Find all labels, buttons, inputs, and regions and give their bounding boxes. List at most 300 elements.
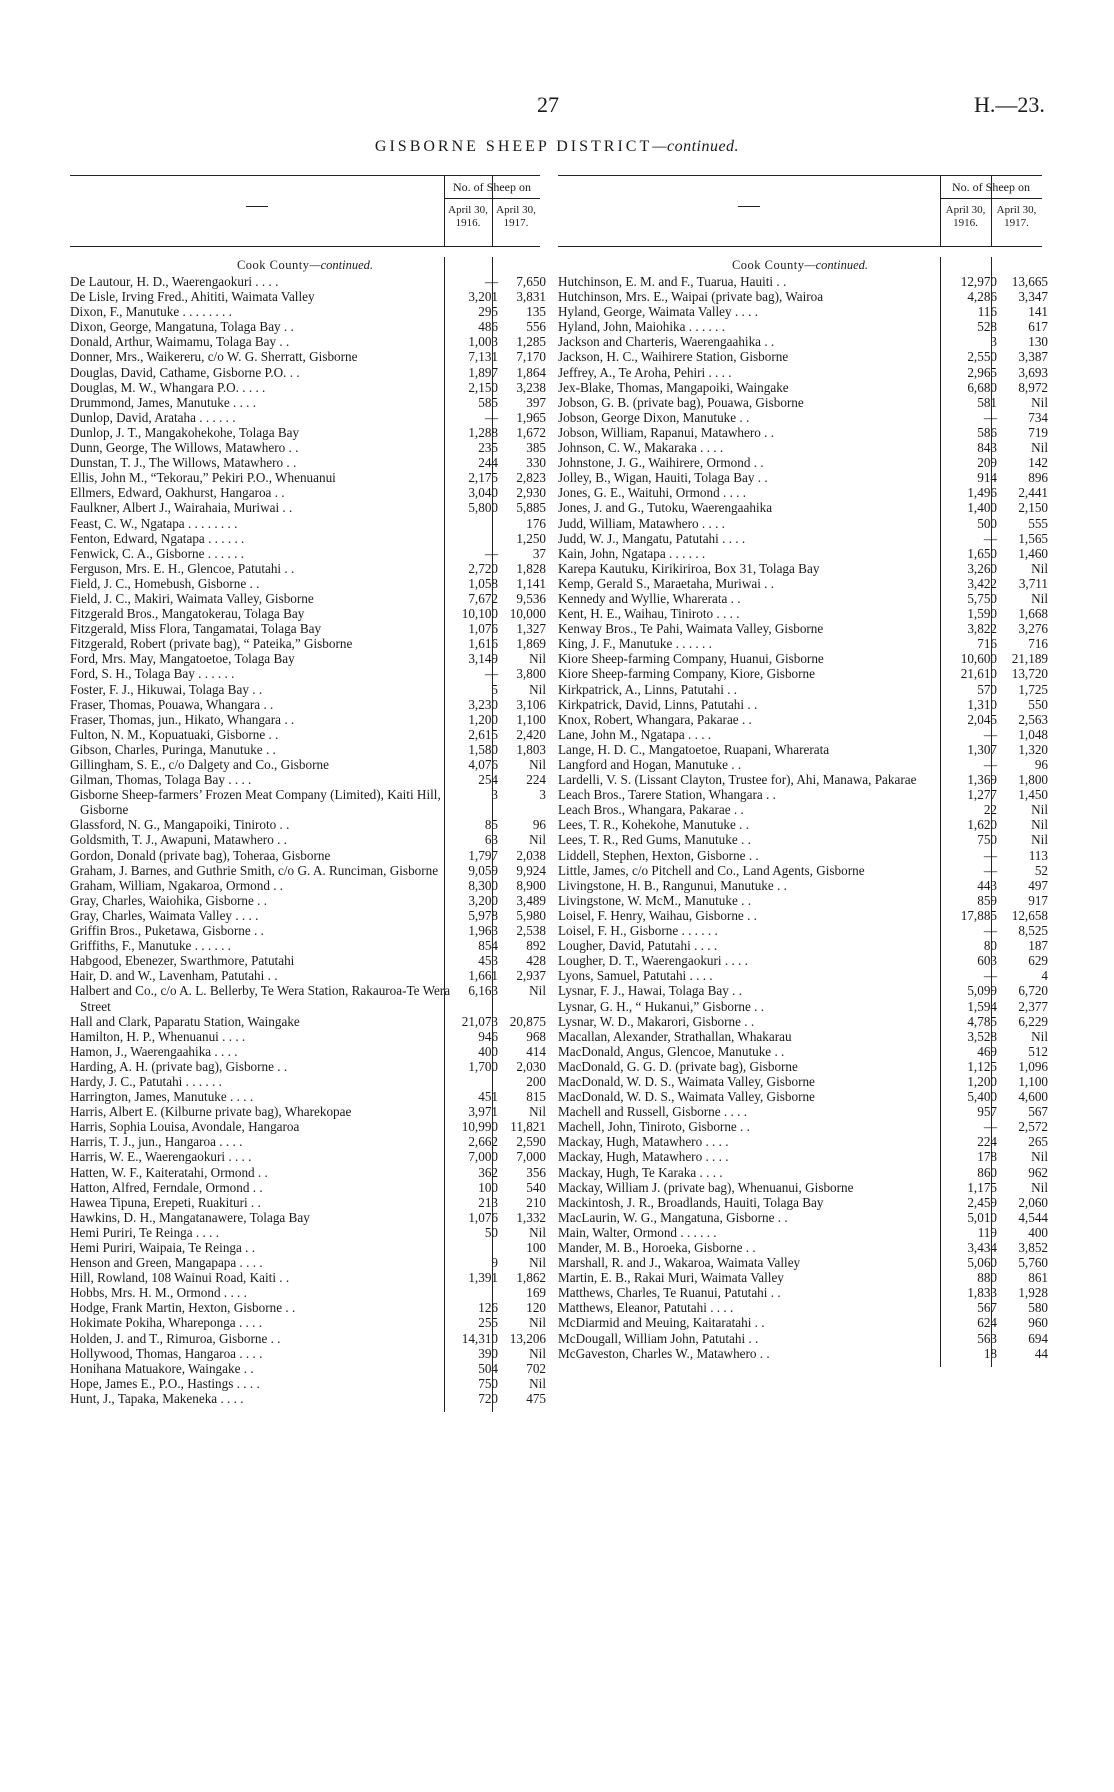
owner-name: Douglas, David, Cathame, Gisborne P.O. . . (70, 364, 300, 380)
sheep-1916-value: — (983, 726, 997, 742)
table-row (558, 983, 1048, 999)
sheep-1917-value: 3 (539, 787, 546, 803)
sheep-1917-value: 7,650 (516, 274, 546, 289)
sheep-1917-value: 716 (1028, 636, 1048, 652)
sheep-1917-value: 210 (526, 1194, 546, 1210)
table-row (70, 817, 546, 833)
sheep-1916-value: 1,400 (967, 500, 997, 516)
sheep-1916-value: 3,260 (967, 560, 997, 576)
sheep-1916-value: 3,822 (967, 621, 997, 637)
sheep-1916-value: 603 (977, 953, 997, 969)
sheep-1916-value: 1,076 (468, 1209, 498, 1225)
owner-name: Machell, John, Tiniroto, Gisborne . . (558, 1119, 750, 1135)
table-row (558, 1164, 1048, 1180)
sheep-1916-value: 12,970 (960, 274, 997, 289)
sheep-1917-value: 1,460 (1018, 545, 1048, 561)
table-row (558, 470, 1048, 486)
sheep-1917-value: 7,170 (516, 349, 546, 365)
sheep-1917-value: 11,821 (510, 1119, 546, 1135)
owner-name: Henson and Green, Mangapapa . . . . (70, 1255, 263, 1271)
owner-name: Kenway Bros., Te Pahi, Waimata Valley, Gisborne (558, 621, 824, 637)
owner-name: Jex-Blake, Thomas, Mangapoiki, Waingake (558, 379, 789, 395)
sheep-1916-value: 362 (478, 1164, 498, 1180)
owner-name: Mackintosh, J. R., Broadlands, Hauiti, Tolaga Bay (558, 1194, 824, 1210)
table-row (558, 772, 1048, 788)
table-row (70, 1330, 546, 1346)
table-row (70, 440, 546, 456)
sheep-1917-value: 1,668 (1018, 606, 1048, 622)
table-row (70, 1240, 546, 1255)
table-row (70, 1119, 546, 1135)
county-heading: Cook County—continued. (236, 258, 374, 272)
owner-name: Gray, Charles, Waimata Valley . . . . (70, 907, 259, 923)
sheep-1917-value: Nil (529, 681, 546, 697)
sheep-1916-value: 1,369 (967, 772, 997, 788)
sheep-1917-value: 130 (1028, 334, 1048, 350)
table-row (70, 1285, 546, 1301)
owner-name: Lane, John M., Ngatapa . . . . (558, 726, 712, 742)
owner-name: Lougher, D. T., Waerengaokuri . . . . (558, 953, 748, 969)
sheep-1917-value: 2,538 (516, 923, 546, 939)
table-row (70, 1300, 546, 1316)
table-row (70, 364, 546, 380)
sheep-1917-value: 896 (1028, 470, 1048, 486)
sheep-1917-value: 3,831 (516, 289, 546, 305)
sheep-1917-value: 13,665 (1011, 274, 1048, 289)
owner-name: Dunstan, T. J., The Willows, Matawhero . . (70, 455, 297, 471)
sheep-1917-value: 617 (1028, 319, 1048, 335)
sheep-1917-value: 861 (1028, 1270, 1048, 1286)
owner-name: Loisel, F. H., Gisborne . . . . . . (558, 923, 718, 939)
table-row (558, 319, 1048, 335)
owner-name: King, J. F., Manutuke . . . . . . (558, 636, 712, 652)
sheep-1917-value: 475 (526, 1390, 546, 1406)
sheep-1917-value: Nil (529, 1224, 546, 1240)
sheep-1917-value: 1,048 (1018, 726, 1048, 742)
sheep-1917-value: 1,928 (1018, 1285, 1048, 1301)
sheep-1916-value: 854 (478, 938, 498, 954)
owner-name: Kirkpatrick, A., Linns, Patutahi . . (558, 681, 738, 697)
sheep-1916-value: 453 (478, 953, 498, 969)
owner-name: Dixon, F., Manutuke . . . . . . . . (70, 304, 232, 320)
sheep-1916-value: 1,496 (967, 485, 997, 501)
sheep-1916-value: 116 (977, 304, 997, 320)
sheep-1916-value: 451 (478, 1089, 498, 1105)
table-row (558, 1194, 1048, 1210)
sheep-1917-value: 1,450 (1018, 787, 1048, 803)
table-row (70, 1179, 546, 1195)
header-sub-rule (444, 198, 540, 199)
sheep-1916-value: 586 (977, 424, 997, 440)
sheep-1916-value: 2,459 (967, 1194, 997, 1210)
table-row (558, 892, 1048, 908)
sheep-1916-value: 21,610 (960, 666, 997, 682)
table-row (70, 892, 546, 908)
sheep-1917-value: 265 (1028, 1134, 1048, 1150)
owner-name: De Lisle, Irving Fred., Ahititi, Waimata Valley (70, 289, 315, 305)
owner-name: McGaveston, Charles W., Matawhero . . (558, 1345, 770, 1361)
owner-name: Knox, Robert, Whangara, Pakarae . . (558, 711, 752, 727)
owner-name: McDiarmid and Meuing, Kaitaratahi . . (558, 1315, 765, 1331)
owner-name: Lange, H. D. C., Mangatoetoe, Ruapani, Wharerata (558, 741, 830, 757)
owner-name: Harding, A. H. (private bag), Gisborne . . (70, 1058, 288, 1074)
table-row (558, 847, 1048, 863)
sheep-1917-value: 694 (1028, 1330, 1048, 1346)
owner-name: Hemi Puriri, Te Reinga . . . . (70, 1224, 220, 1240)
sheep-1916-value: 2,662 (468, 1134, 498, 1150)
table-row (558, 485, 1048, 501)
sheep-1917-value: 892 (526, 938, 546, 954)
table-row (558, 575, 1048, 591)
table-row (70, 1164, 546, 1180)
sheep-1917-value: 2,420 (516, 726, 546, 742)
sheep-1917-value: 4,544 (1018, 1209, 1048, 1225)
owner-name: Leach Bros., Tarere Station, Whangara . . (558, 787, 776, 803)
sheep-1916-value: 4,785 (967, 1013, 997, 1029)
owner-name: Johnstone, J. G., Waihirere, Ormond . . (558, 455, 764, 471)
owner-name: Jolley, B., Wigan, Hauiti, Tolaga Bay . . (558, 470, 768, 486)
owner-name: Donald, Arthur, Waimamu, Tolaga Bay . . (70, 334, 290, 350)
sheep-1916-value: 1,650 (967, 545, 997, 561)
left-table-body (70, 257, 546, 1406)
table-row (558, 1043, 1048, 1059)
county-heading: Cook County—continued. (731, 258, 869, 272)
title-continued: —continued. (652, 138, 740, 155)
owner-name: Holden, J. and T., Rimuroa, Gisborne . . (70, 1330, 281, 1346)
sheep-1917-value: 9,536 (516, 590, 546, 606)
sheep-1917-value: 428 (526, 953, 546, 969)
table-row (558, 666, 1048, 682)
sheep-1916-value: 528 (977, 319, 997, 335)
owner-name: Dixon, George, Mangatuna, Tolaga Bay . . (70, 319, 294, 335)
owner-name: Glassford, N. G., Mangapoiki, Tiniroto . . (70, 817, 290, 833)
sheep-1917-value: Nil (1031, 802, 1048, 818)
table-row (70, 515, 546, 531)
owner-name: Hawea Tipuna, Erepeti, Ruakituri . . (70, 1194, 261, 1210)
owner-name: Mander, M. B., Horoeka, Gisborne . . (558, 1240, 756, 1255)
sheep-1916-value: 4,076 (468, 757, 498, 772)
owner-name: Lees, T. R., Red Gums, Manutuke . . (558, 832, 751, 848)
sheep-1916-value: 1,897 (468, 364, 498, 380)
owner-name: Hobbs, Mrs. H. M., Ormond . . . . (70, 1285, 247, 1301)
sheep-1917-value: 13,720 (1011, 666, 1048, 682)
sheep-1917-value: 734 (1028, 409, 1048, 425)
table-row (558, 455, 1048, 471)
sheep-1916-value: 3,971 (468, 1104, 498, 1120)
sheep-1917-value: 2,441 (1018, 485, 1048, 501)
sheep-1916-value: 567 (977, 1300, 997, 1316)
sheep-1916-value: 1,307 (967, 741, 997, 757)
owner-name: Hamon, J., Waerengaahika . . . . (70, 1043, 238, 1059)
table-row (70, 847, 546, 863)
owner-name: Hamilton, H. P., Whenuanui . . . . (70, 1028, 246, 1044)
table-row (558, 787, 1048, 803)
table-row (70, 772, 546, 788)
owner-name: Lysnar, F. J., Hawai, Tolaga Bay . . (558, 983, 743, 999)
sheep-1917-value: 414 (526, 1043, 546, 1059)
owner-name: Macallan, Alexander, Strathallan, Whakarau (558, 1028, 792, 1044)
sheep-1916-value: 1,580 (468, 741, 498, 757)
owner-name: Griffiths, F., Manutuke . . . . . . (70, 938, 231, 954)
table-row (558, 1300, 1048, 1316)
sheep-1916-value: 4,286 (967, 289, 997, 305)
table-row (558, 741, 1048, 757)
owner-name: Hutchinson, E. M. and F., Tuarua, Hauiti . . (558, 274, 787, 289)
sheep-1916-value: 1,700 (468, 1058, 498, 1074)
sheep-1917-value: 567 (1028, 1104, 1048, 1120)
owner-name: Field, J. C., Makiri, Waimata Valley, Gisborne (70, 590, 314, 606)
owner-name: Harris, Albert E. (Kilburne private bag), Wharekopae (70, 1104, 352, 1120)
owner-name: Ford, Mrs. May, Mangatoetoe, Tolaga Bay (70, 651, 295, 667)
sheep-1916-value: 5,750 (967, 590, 997, 606)
table-row (70, 1194, 546, 1210)
sheep-1916-value: 1,058 (468, 575, 498, 591)
table-row (70, 1058, 546, 1074)
sheep-1916-value: 3,434 (967, 1240, 997, 1255)
sheep-1916-value: 5 (491, 681, 498, 697)
owner-name: Hill, Rowland, 108 Wainui Road, Kaiti . . (70, 1270, 290, 1286)
no-of-sheep-label: No. of Sheep on (453, 180, 531, 194)
sheep-1917-value: 113 (1028, 847, 1048, 863)
owner-name: Fraser, Thomas, jun., Hikato, Whangara . . (70, 711, 295, 727)
table-row (70, 1270, 546, 1286)
sheep-1916-value: 1,200 (468, 711, 498, 727)
sheep-1916-value: 295 (478, 304, 498, 320)
sheep-1917-value: 1,096 (1018, 1058, 1048, 1074)
table-row (558, 968, 1048, 984)
sheep-1916-value: 3 (491, 787, 498, 803)
owner-name: Fulton, N. M., Kopuatuaki, Gisborne . . (70, 726, 279, 742)
table-row (70, 334, 546, 350)
sheep-1916-value: 581 (977, 394, 997, 410)
owner-name: Gray, Charles, Waiohika, Gisborne . . (70, 892, 268, 908)
sheep-1917-value: 629 (1028, 953, 1048, 969)
sheep-1916-value: — (983, 968, 997, 984)
owner-name: Fraser, Thomas, Pouawa, Whangara . . (70, 696, 274, 712)
left-table-header (70, 176, 540, 247)
sheep-1916-value: — (983, 862, 997, 878)
owner-name: Graham, J. Barnes, and Guthrie Smith, c/o G. A. Runciman, Gisborne (70, 862, 439, 878)
sheep-1917-value: 2,030 (516, 1058, 546, 1074)
sheep-1917-value: Nil (529, 1375, 546, 1391)
sheep-1917-value: 8,900 (516, 877, 546, 893)
sheep-1917-value: 1,828 (516, 560, 546, 576)
sheep-1917-value: 6,720 (1018, 983, 1048, 999)
sheep-1917-value: 2,377 (1018, 998, 1048, 1014)
table-row (558, 1209, 1048, 1225)
sheep-1917-value: 224 (526, 772, 546, 788)
sheep-1916-value: 3,040 (468, 485, 498, 501)
table-row (558, 545, 1048, 561)
sheep-1917-value: 330 (526, 455, 546, 471)
sheep-1916-value: — (983, 923, 997, 939)
sheep-1916-value: 1,590 (967, 606, 997, 622)
sheep-1916-value: 914 (977, 470, 997, 486)
owner-name: Hyland, George, Waimata Valley . . . . (558, 304, 758, 320)
sheep-1917-value: 3,387 (1018, 349, 1048, 365)
sheep-1916-value: 486 (478, 319, 498, 335)
table-row (558, 1134, 1048, 1150)
sheep-1916-value: 5,060 (967, 1255, 997, 1271)
owner-name: Ferguson, Mrs. E. H., Glencoe, Patutahi . . (70, 560, 295, 576)
sheep-1917-value: 37 (532, 545, 546, 561)
sheep-1916-value: 1,616 (468, 636, 498, 652)
sheep-1917-value: 12,658 (1011, 907, 1048, 923)
sheep-1916-value: 14,310 (461, 1330, 498, 1346)
owner-name: Matthews, Charles, Te Ruanui, Patutahi . . (558, 1285, 781, 1301)
page-number: 27 (537, 92, 559, 117)
sheep-1916-value: 843 (977, 440, 997, 456)
header-dash (738, 206, 760, 207)
sheep-1917-value: 962 (1028, 1164, 1048, 1180)
owner-name: Leach Bros., Whangara, Pakarae . . (558, 802, 744, 818)
right-column (558, 176, 1048, 1361)
sheep-1916-value: 21,073 (461, 1013, 498, 1029)
sheep-1916-value: 1,833 (967, 1285, 997, 1301)
sheep-1917-value: 100 (526, 1240, 546, 1255)
table-row (558, 636, 1048, 652)
table-row (70, 394, 546, 410)
sheep-1916-value: 860 (977, 1164, 997, 1180)
sheep-1916-value: 624 (977, 1315, 997, 1331)
sheep-1916-value: 254 (478, 772, 498, 788)
owner-name: Lysnar, W. D., Makarori, Gisborne . . (558, 1013, 755, 1029)
sheep-1917-value: 1,672 (516, 424, 546, 440)
sheep-1916-value: — (484, 545, 498, 561)
sheep-1917-value: 1,862 (516, 1270, 546, 1286)
sheep-1917-value: 2,060 (1018, 1194, 1048, 1210)
owner-name: MacDonald, W. D. S., Waimata Valley, Gisborne (558, 1073, 815, 1089)
sheep-1917-value: 96 (532, 817, 546, 833)
table-row (558, 651, 1048, 667)
sheep-1916-value: 3,201 (468, 289, 498, 305)
owner-name: Ellmers, Edward, Oakhurst, Hangaroa . . (70, 485, 285, 501)
right-table-body (558, 257, 1048, 1361)
sheep-1916-value: 22 (983, 802, 997, 818)
sheep-1917-value: 1,285 (516, 334, 546, 350)
sheep-1917-value: Nil (529, 983, 546, 999)
sheep-1917-value: 5,760 (1018, 1255, 1048, 1271)
no-of-sheep-label: No. of Sheep on (952, 180, 1030, 194)
owner-name: Lardelli, V. S. (Lissant Clayton, Trustee for), Ahi, Manawa, Pakarae (558, 772, 917, 788)
owner-name: Dunlop, J. T., Mangakohekohe, Tolaga Bay (70, 424, 300, 440)
table-row (70, 1013, 546, 1029)
sheep-1916-value: 570 (977, 681, 997, 697)
table-row (558, 953, 1048, 969)
owner-name: Marshall, R. and J., Wakaroa, Waimata Valley (558, 1255, 801, 1271)
table-row (558, 606, 1048, 622)
owner-name: Griffin Bros., Puketawa, Gisborne . . (70, 923, 264, 939)
sheep-1917-value: 187 (1028, 938, 1048, 954)
sheep-1917-value: Nil (1031, 817, 1048, 833)
owner-name: MacDonald, W. D. S., Waimata Valley, Gisborne (558, 1089, 815, 1105)
sheep-1917-value: 2,563 (1018, 711, 1048, 727)
sheep-1917-value: Nil (1031, 1149, 1048, 1165)
sheep-1916-value: 85 (484, 817, 498, 833)
sheep-1917-value: 10,000 (509, 606, 546, 622)
owner-name: Hair, D. and W., Lavenham, Patutahi . . (70, 968, 278, 984)
table-row (558, 1270, 1048, 1286)
sheep-1917-value: 1,965 (516, 409, 546, 425)
sheep-1917-value: 169 (526, 1285, 546, 1301)
table-row (70, 741, 546, 757)
header-sub-rule (940, 198, 1042, 199)
table-row (558, 590, 1048, 606)
sheep-1917-value: 176 (526, 515, 546, 531)
sheep-1917-value: 1,864 (516, 364, 546, 380)
column-divider (940, 257, 941, 1367)
owner-name: Jackson, H. C., Waihirere Station, Gisborne (558, 349, 789, 365)
table-row (70, 485, 546, 501)
table-row (558, 907, 1048, 923)
owner-name: Livingstone, H. B., Rangunui, Manutuke . . (558, 877, 787, 893)
owner-name: MacLaurin, W. G., Mangatuna, Gisborne . . (558, 1209, 788, 1225)
table-row (70, 1360, 546, 1376)
sheep-1916-value: 504 (478, 1360, 498, 1376)
table-row (558, 1255, 1048, 1271)
sheep-1916-value: 2,965 (967, 364, 997, 380)
table-row (70, 274, 546, 289)
sheep-1916-value: 2,615 (468, 726, 498, 742)
owner-name: Gillingham, S. E., c/o Dalgety and Co., Gisborne (70, 757, 329, 772)
year-1916-header: April 30, 1916. (945, 204, 986, 229)
sheep-1916-value: 1,594 (967, 998, 997, 1014)
sheep-1917-value: 142 (1028, 455, 1048, 471)
sheep-1917-value: Nil (1031, 560, 1048, 576)
sheep-1916-value: 3,422 (967, 575, 997, 591)
sheep-1917-value: 5,885 (516, 500, 546, 516)
title-main: GISBORNE SHEEP DISTRICT (374, 138, 653, 155)
sheep-1916-value (454, 1074, 502, 1089)
sheep-1917-value: 3,852 (1018, 1240, 1048, 1255)
sheep-1916-value: 750 (977, 832, 997, 848)
table-row (70, 832, 546, 848)
owner-name: Johnson, C. W., Makaraka . . . . (558, 440, 724, 456)
sheep-1916-value: — (484, 409, 498, 425)
owner-name: Dunlop, David, Arataha . . . . . . (70, 409, 236, 425)
table-row (558, 349, 1048, 365)
sheep-1916-value: 7,131 (468, 349, 498, 365)
table-row (70, 983, 546, 1014)
page-title (0, 138, 1114, 156)
sheep-1916-value: — (983, 530, 997, 546)
year-1916-header: April 30, 1916. (448, 204, 488, 229)
sheep-1917-value: 3,347 (1018, 289, 1048, 305)
owner-name: Kennedy and Wyllie, Wharerata . . (558, 590, 741, 606)
table-row (558, 1089, 1048, 1105)
year-1917-header: April 30, 1917. (996, 204, 1037, 229)
table-row (558, 394, 1048, 410)
table-row (70, 304, 546, 320)
owner-name: Faulkner, Albert J., Wairahaia, Muriwai . . (70, 500, 293, 516)
table-row (558, 802, 1048, 818)
sheep-1916-value: 859 (977, 892, 997, 908)
table-row (558, 757, 1048, 772)
sheep-1917-value: Nil (1031, 590, 1048, 606)
sheep-1917-value: 356 (526, 1164, 546, 1180)
sheep-1916-value: 3,200 (468, 892, 498, 908)
sheep-1916-value: 2,045 (967, 711, 997, 727)
sheep-1916-value: 7,000 (468, 1149, 498, 1165)
sheep-1916-value: 1,288 (468, 424, 498, 440)
owner-name: Habgood, Ebenezer, Swarthmore, Patutahi (70, 953, 295, 969)
owner-name: Harris, Sophia Louisa, Avondale, Hangaroa (70, 1119, 300, 1135)
table-row (70, 621, 546, 637)
sheep-1916-value: 17,885 (960, 907, 997, 923)
sheep-1917-value: 2,930 (516, 485, 546, 501)
sheep-1917-value: 3,489 (516, 892, 546, 908)
sheep-1917-value: 2,823 (516, 470, 546, 486)
